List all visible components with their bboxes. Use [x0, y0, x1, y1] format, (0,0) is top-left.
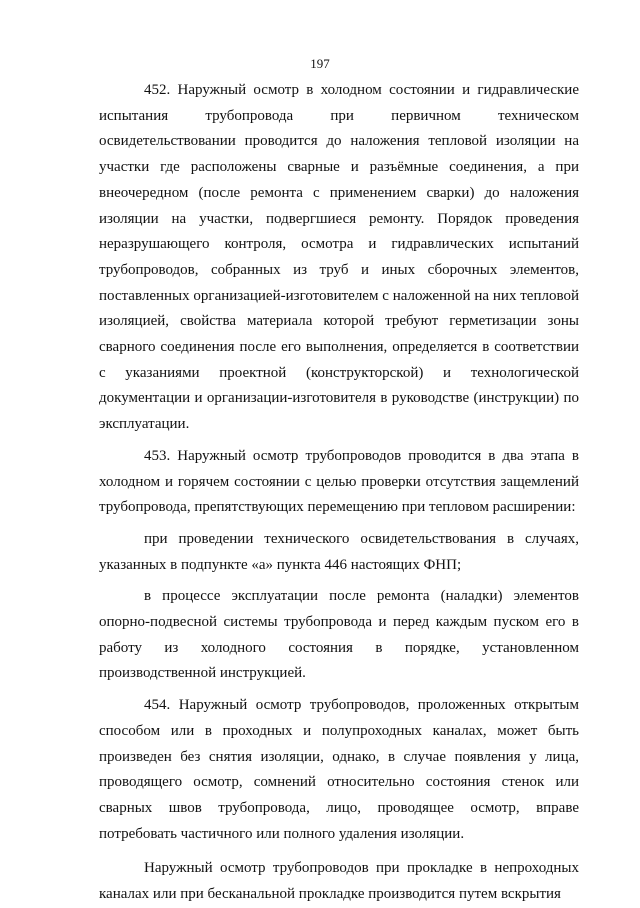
list-item-technical-inspection: при проведении технического освидетельствования в случаях, указанных в подпункте «а» пункта 446 настоящих ФНП;	[99, 530, 579, 573]
paragraph-channel-laying: Наружный осмотр трубопроводов при прокладке в непроходных каналах или при бесканальной прокладке производится путем вскрытия	[99, 860, 579, 903]
paragraph-452: 452. Наружный осмотр в холодном состоянии и гидравлические испытания трубопровода при первичном техническом освидетельствовании проводится до наложения тепловой изоляции на участки где расположены сварные и разъёмные соединения, а при внеочередном (после ремонта с применением сварки) до наложения изоляции на участки, подвергшиеся ремонту. Порядок проведения неразрушающего контроля, осмотра и гидравлических испытаний трубопроводов, собранных из труб и иных сборочных элементов, поставленных организацией-изготовителем с наложенной на них тепловой изоляцией, свойства материала которой требуют герметизации зоны сварного соединения после его выполнения, определяется в соответствии с указаниями проектной (конструкторской) и технологической документации и организации-изготовителя в руководстве (инструкции) по эксплуатации.	[99, 82, 579, 433]
list-item-after-repair: в процессе эксплуатации после ремонта (наладки) элементов опорно-подвесной системы трубопровода и перед каждым пуском его в работу из холодного состояния в порядке, установленном производственной инструкцией.	[99, 588, 579, 682]
paragraph-453: 453. Наружный осмотр трубопроводов проводится в два этапа в холодном и горячем состоянии с целью проверки отсутствия защемлений трубопровода, препятствующих перемещению при тепловом расширении:	[99, 447, 579, 516]
paragraph-454: 454. Наружный осмотр трубопроводов, проложенных открытым способом или в проходных и полупроходных каналах, может быть произведен без снятия изоляции, однако, в случае появления у лица, проводящего осмотр, сомнений относительно состояния стенок или сварных швов трубопровода, лицо, проводящее осмотр, вправе потребовать частичного или полного удаления изоляции.	[99, 697, 579, 842]
document-body	[99, 78, 579, 908]
page-number: 197	[310, 56, 330, 71]
